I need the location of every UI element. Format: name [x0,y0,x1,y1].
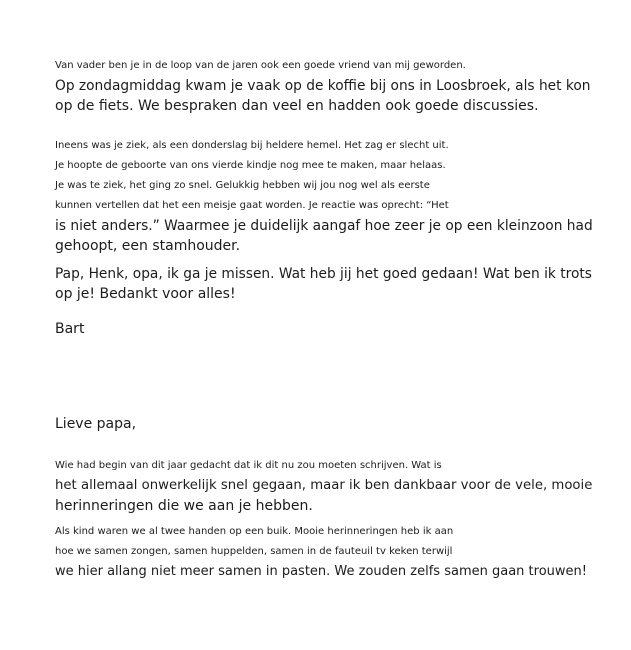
text-line: Je was te ziek, het ging zo snel. Gelukkig hebben wij jou nog wel als eerste [55,180,430,191]
text-line: op de fiets. We bespraken dan veel en hadden ook goede discussies. [55,98,539,114]
papa-paragraph-1 [55,456,592,516]
bart-paragraph-2 [55,136,593,256]
text-line: we hier allang niet meer samen in pasten. We zouden zelfs samen gaan trouwen! [55,564,587,579]
text-line: Pap, Henk, opa, ik ga je missen. Wat heb jij het goed gedaan! Wat ben ik trots [55,266,592,282]
text-line: op je! Bedankt voor alles! [55,286,236,302]
text-line: Op zondagmiddag kwam je vaak op de koffie bij ons in Loosbroek, als het kon [55,78,591,94]
text-line: is niet anders.” Waarmee je duidelijk aangaf hoe zeer je op een kleinzoon had [55,218,593,234]
text-line: herinneringen die we aan je hebben. [55,498,313,514]
greeting-text: Lieve papa, [55,416,137,432]
text-line: gehoopt, een stamhouder. [55,238,241,254]
text-line: Als kind waren we al twee handen op een buik. Mooie herinneringen heb ik aan [55,526,454,537]
text-line: Je hoopte de geboorte van ons vierde kindje nog mee te maken, maar helaas. [55,160,446,171]
text-line: hoe we samen zongen, samen huppelden, samen in de fauteuil tv keken terwijl [55,546,453,557]
text-line: Ineens was je ziek, als een donderslag bij heldere hemel. Het zag er slecht uit. [55,140,449,151]
text-line: Wie had begin van dit jaar gedacht dat ik dit nu zou moeten schrijven. Wat is [55,460,442,471]
bart-paragraph-3 [55,264,592,304]
papa-paragraph-2 [55,522,587,582]
text-line: kunnen vertellen dat het een meisje gaat worden. Je reactie was oprecht: “Het [55,200,449,211]
greeting [55,414,136,434]
signature [55,319,84,339]
signature-name: Bart [55,321,85,337]
bart-paragraph-1 [55,56,590,116]
text-line: Van vader ben je in de loop van de jaren ook een goede vriend van mij geworden. [55,60,466,71]
text-line: het allemaal onwerkelijk snel gegaan, maar ik ben dankbaar voor de vele, mooie [55,478,593,493]
